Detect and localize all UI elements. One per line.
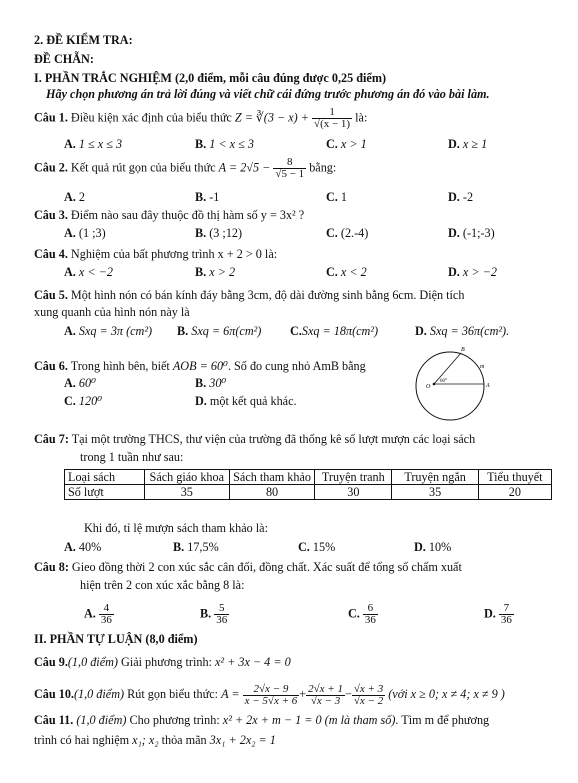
q2-option-b: B. -1 (195, 190, 220, 204)
q4-option-b: B. x > 2 (195, 265, 236, 279)
q1-option-a: A. 1 ≤ x ≤ 3 (64, 137, 123, 151)
math-fraction: $\frac{2√x + 1}{√x - 3}$ (308, 682, 343, 707)
question-10: Câu 10.(1,0 điểm) Rút gọn biểu thức: A = $\frac{2√x - 9}{x - 5√x + 6}$ + $\frac{2√x + 1}{√x - 3}$ − $\frac{√x + 3}{√x - 2}$ (với x ≥ 0; x ≠ 4; x ≠ 9 ) (34, 682, 505, 707)
question-6: Câu 6. Trong hình bên, biết AOB = 60⁰. Số đo cung nhỏ AmB bằng (34, 359, 366, 373)
math-fraction: $\frac{8}{√5 - 1}$ (275, 156, 305, 180)
question-5-cont: xung quanh của hình nón này là (34, 305, 190, 319)
question-9: Câu 9.(1,0 điểm) Giải phương trình: x² + 3x − 4 = 0 (34, 655, 291, 669)
point-b-label: B (461, 347, 465, 353)
table-header-cell: Sách giáo khoa (144, 470, 229, 485)
table-header-cell: Truyện tranh (315, 470, 392, 485)
table-header-cell: Tiểu thuyết (478, 470, 551, 485)
question-tail: là: (355, 110, 368, 125)
question-1 (34, 107, 367, 130)
question-4: Câu 4. Nghiệm của bất phương trình x + 2 > 0 là: (34, 247, 278, 261)
math-expression: x² + 3x − 4 = 0 (214, 655, 291, 669)
exam-subtitle: ĐỀ CHẴN: (34, 52, 94, 66)
q7-option-c: C. 15% (298, 540, 336, 554)
q5-option-b: B. Sxq = 6π(cm²) (177, 324, 262, 338)
table-header-row (65, 470, 552, 485)
point-o-label: O (426, 384, 431, 390)
circle-figure (410, 346, 490, 426)
q2-option-c: C. 1 (326, 190, 347, 204)
point-a-label: A (486, 383, 490, 389)
question-8-cont: hiện trên 2 con xúc xắc bằng 8 là: (80, 578, 245, 592)
q4-option-c: C. x < 2 (326, 265, 367, 279)
math-expression: A = 2√5 − (218, 160, 271, 175)
q5-option-c: C.Sxq = 18π(cm²) (290, 324, 379, 338)
q5-option-d: D. Sxq = 36π(cm²). (415, 324, 510, 338)
q8-option-b: B. $\frac{5}{36}$ (200, 602, 228, 626)
library-table (64, 469, 552, 500)
table-cell: 35 (144, 485, 229, 500)
q7-option-b: B. 17,5% (173, 540, 219, 554)
math-fraction: $\frac{1}{√(x - 1)}$ (314, 106, 351, 130)
condition-text: (với x ≥ 0; x ≠ 4; x ≠ 9 ) (388, 687, 505, 701)
table-cell: 20 (478, 485, 551, 500)
q3-option-c: C. (2.-4) (326, 226, 369, 240)
question-text: Điều kiện xác định của biểu thức (70, 110, 232, 125)
table-header-cell: Truyện ngắn (392, 470, 478, 485)
question-7-after: Khi đó, tỉ lệ mượn sách tham khảo là: (84, 521, 268, 535)
q1-option-c: C. x > 1 (326, 137, 367, 151)
q1-option-d: D. x ≥ 1 (448, 137, 488, 151)
q7-option-d: D. 10% (414, 540, 452, 554)
angle-label: 60° (440, 379, 447, 384)
part1-instruction: Hãy chọn phương án trả lời đúng và viết chữ cái đứng trước phương án đó vào bài làm. (46, 87, 490, 101)
q4-option-d: D. x > −2 (448, 265, 497, 279)
question-11-cont: trình có hai nghiệm x₁; x₂ thỏa mãn 3x₁ + 2x₂ = 1 (34, 733, 276, 747)
q2-option-a: A. 2 (64, 190, 85, 204)
question-7: Câu 7: Tại một trường THCS, thư viện của trường đã thống kê số lượt mượn các loại sách (34, 432, 476, 446)
q6-option-a: A. 60⁰ (64, 376, 96, 390)
table-cell: 80 (229, 485, 314, 500)
question-11: Câu 11. (1,0 điểm) Cho phương trình: x² + 2x + m − 1 = 0 (m là tham số). Tìm m để phương (34, 713, 490, 727)
angle-expression: AOB = 60⁰ (172, 359, 228, 373)
question-2: Câu 2. Kết quả rút gọn của biểu thức A = 2√5 − $\frac{8}{√5 - 1}$ bằng: (34, 156, 337, 180)
section-title: 2. ĐỀ KIỂM TRA: (34, 33, 133, 47)
question-3: Câu 3. Điểm nào sau đây thuộc đồ thị hàm số y = 3x² ? (34, 208, 305, 222)
question-label: Câu 1. (34, 110, 68, 125)
q5-option-a: A. Sxq = 3π (cm²) (64, 324, 153, 338)
table-cell: 30 (315, 485, 392, 500)
part2-title: II. PHẦN TỰ LUẬN (8,0 điểm) (34, 632, 198, 646)
q7-option-a: A. 40% (64, 540, 102, 554)
q1-option-b: B. 1 < x ≤ 3 (195, 137, 254, 151)
arc-m-label: m (480, 364, 485, 370)
q3-option-a: A. (1 ;3) (64, 226, 106, 240)
question-8: Câu 8: Gieo đồng thời 2 con xúc sắc cân đối, đồng chất. Xác suất để tổng số chấm xuất (34, 560, 462, 574)
q8-option-a: A. $\frac{4}{36}$ (84, 602, 112, 626)
math-expression: 3x₁ + 2x₂ = 1 (209, 733, 276, 747)
table-header-cell: Loại sách (65, 470, 145, 485)
math-expression: Z = ∛(3 − x) + (234, 110, 309, 125)
math-expression: x² + 2x + m − 1 = 0 (222, 713, 322, 727)
table-row (65, 485, 552, 500)
q8-option-c: C. $\frac{6}{36}$ (348, 602, 376, 626)
q8-option-d: D. $\frac{7}{36}$ (484, 602, 512, 626)
q6-option-d: D. một kết quả khác. (195, 394, 297, 408)
q6-option-b: B. 30⁰ (195, 376, 227, 390)
q3-option-d: D. (-1;-3) (448, 226, 495, 240)
q6-option-c: C. 120⁰ (64, 394, 103, 408)
table-header-cell: Sách tham khảo (229, 470, 314, 485)
q2-option-d: D. -2 (448, 190, 474, 204)
table-row-label: Số lượt (65, 485, 145, 500)
math-fraction: $\frac{√x + 3}{√x - 2}$ (353, 682, 384, 707)
table-cell: 35 (392, 485, 478, 500)
part1-title: I. PHẦN TRẮC NGHIỆM (2,0 điểm, mỗi câu đúng được 0,25 điểm) (34, 71, 387, 85)
q3-option-b: B. (3 ;12) (195, 226, 243, 240)
math-fraction: $\frac{2√x - 9}{x - 5√x + 6}$ (244, 682, 298, 707)
question-5: Câu 5. Một hình nón có bán kính đáy bằng 3cm, độ dài đường sinh bằng 6cm. Diện tích (34, 288, 465, 302)
question-7-cont: trong 1 tuần như sau: (80, 450, 184, 464)
radius-ob (434, 353, 461, 384)
q4-option-a: A. x < −2 (64, 265, 113, 279)
